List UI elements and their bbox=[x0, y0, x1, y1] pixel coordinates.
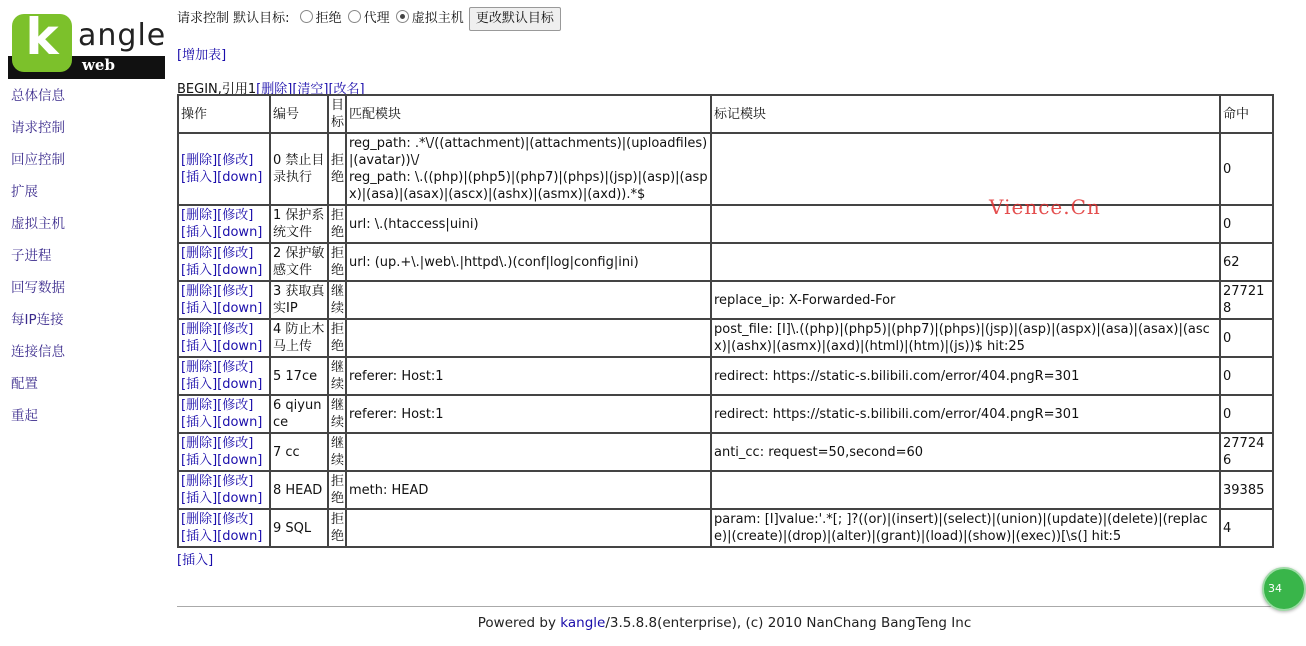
add-table-link[interactable]: [增加表] bbox=[177, 48, 227, 63]
nav-item bbox=[11, 86, 65, 118]
nav-link[interactable]: 子进程 bbox=[11, 248, 52, 264]
col-header-num: 编号 bbox=[270, 95, 328, 133]
row-target-cell: 继续 bbox=[328, 395, 346, 433]
row-target-cell: 拒绝 bbox=[328, 205, 346, 243]
insert-rule-link[interactable]: [插入] bbox=[177, 553, 214, 568]
edit-rule-link[interactable]: [修改] bbox=[217, 436, 254, 451]
row-ops-cell bbox=[178, 395, 270, 433]
col-header-ops: 操作 bbox=[178, 95, 270, 133]
nav-link[interactable]: 扩展 bbox=[11, 184, 38, 200]
delete-rule-link[interactable]: [删除] bbox=[181, 153, 218, 168]
edit-rule-link[interactable]: [修改] bbox=[217, 246, 254, 261]
row-ops-cell bbox=[178, 243, 270, 281]
delete-rule-link[interactable]: [删除] bbox=[181, 322, 218, 337]
nav-link[interactable]: 回写数据 bbox=[11, 280, 65, 296]
delete-rule-link[interactable]: [删除] bbox=[181, 512, 218, 527]
nav-item bbox=[11, 278, 65, 310]
row-number-cell: 3 获取真实IP bbox=[270, 281, 328, 319]
nav-item bbox=[11, 406, 65, 438]
insert-rule-link[interactable]: [插入] bbox=[181, 529, 218, 544]
kangle-logo[interactable] bbox=[8, 8, 167, 92]
delete-rule-link[interactable]: [删除] bbox=[181, 398, 218, 413]
col-header-target: 目标 bbox=[328, 95, 346, 133]
footer bbox=[177, 615, 1272, 631]
row-match-cell: referer: Host:1 bbox=[346, 357, 711, 395]
table-row bbox=[178, 395, 1273, 433]
move-down-link[interactable]: [down] bbox=[217, 453, 263, 468]
nav-item bbox=[11, 182, 65, 214]
nav-item bbox=[11, 310, 65, 342]
insert-rule-link[interactable]: [插入] bbox=[181, 339, 218, 354]
edit-rule-link[interactable]: [修改] bbox=[217, 474, 254, 489]
radio-button[interactable] bbox=[396, 10, 409, 23]
insert-rule-link[interactable]: [插入] bbox=[181, 491, 218, 506]
insert-rule-link[interactable]: [插入] bbox=[181, 377, 218, 392]
row-number-cell: 0 禁止目录执行 bbox=[270, 133, 328, 205]
delete-rule-link[interactable]: [删除] bbox=[181, 360, 218, 375]
floating-badge[interactable]: 34 bbox=[1262, 567, 1306, 611]
row-ops-cell bbox=[178, 357, 270, 395]
row-match-cell: meth: HEAD bbox=[346, 471, 711, 509]
table-row bbox=[178, 357, 1273, 395]
edit-rule-link[interactable]: [修改] bbox=[217, 208, 254, 223]
insert-rule-link[interactable]: [插入] bbox=[181, 170, 218, 185]
move-down-link[interactable]: [down] bbox=[217, 263, 263, 278]
row-target-cell: 拒绝 bbox=[328, 243, 346, 281]
nav-item bbox=[11, 374, 65, 406]
default-target-bar bbox=[177, 7, 561, 31]
row-target-cell: 继续 bbox=[328, 281, 346, 319]
insert-rule-link[interactable]: [插入] bbox=[181, 301, 218, 316]
delete-table-link[interactable]: [删除] bbox=[256, 82, 293, 97]
col-header-match: 匹配模块 bbox=[346, 95, 711, 133]
row-match-cell: referer: Host:1 bbox=[346, 395, 711, 433]
row-target-cell: 拒绝 bbox=[328, 319, 346, 357]
nav-link[interactable]: 虚拟主机 bbox=[11, 216, 65, 232]
row-hits-cell: 0 bbox=[1220, 205, 1273, 243]
nav-link[interactable]: 总体信息 bbox=[11, 88, 65, 104]
logo-k-letter: k bbox=[25, 8, 59, 66]
side-nav bbox=[11, 86, 65, 438]
footer-prefix: Powered by bbox=[477, 615, 561, 631]
row-hits-cell: 0 bbox=[1220, 395, 1273, 433]
radio-button[interactable] bbox=[300, 10, 313, 23]
edit-rule-link[interactable]: [修改] bbox=[217, 322, 254, 337]
rules-table bbox=[177, 94, 1274, 548]
edit-rule-link[interactable]: [修改] bbox=[217, 398, 254, 413]
footer-copyright: (enterprise), (c) 2010 NanChang BangTeng Inc bbox=[657, 615, 972, 631]
row-target-cell: 拒绝 bbox=[328, 471, 346, 509]
row-mark-cell: anti_cc: request=50,second=60 bbox=[711, 433, 1220, 471]
row-number-cell: 6 qiyunce bbox=[270, 395, 328, 433]
row-match-cell: reg_path: .*\/((attachment)|(attachments)|(uploadfiles)|(avatar))\/ reg_path: \.((php)|(php5)|(php7)|(phps)|(jsp)|(asp)|(aspx)|(asa)|(asax)|(ascx)|(ashx)|(asmx)|(axd)).*$ bbox=[346, 133, 711, 205]
table-row bbox=[178, 433, 1273, 471]
nav-link[interactable]: 配置 bbox=[11, 376, 38, 392]
row-match-cell bbox=[346, 433, 711, 471]
logo-subtitle: web server bbox=[82, 56, 135, 92]
radio-label[interactable]: 代理 bbox=[363, 11, 390, 26]
row-ops-cell bbox=[178, 509, 270, 547]
default-target-radios bbox=[294, 11, 464, 26]
row-mark-cell: redirect: https://static-s.bilibili.com/error/404.pngR=301 bbox=[711, 357, 1220, 395]
row-ops-cell bbox=[178, 433, 270, 471]
table-row bbox=[178, 133, 1273, 205]
row-match-cell bbox=[346, 281, 711, 319]
insert-rule-link[interactable]: [插入] bbox=[181, 263, 218, 278]
row-mark-cell bbox=[711, 243, 1220, 281]
row-match-cell: url: (up.+\.|web\.|httpd\.)(conf|log|config|ini) bbox=[346, 243, 711, 281]
insert-rule-link[interactable]: [插入] bbox=[181, 225, 218, 240]
row-mark-cell: post_file: [I]\.((php)|(php5)|(php7)|(phps)|(jsp)|(asp)|(aspx)|(asa)|(asax)|(ascx)|(ashx)|(asmx)|(axd)|(html)|(htm)|(js))$ hit:25 bbox=[711, 319, 1220, 357]
table-row bbox=[178, 205, 1273, 243]
row-mark-cell bbox=[711, 133, 1220, 205]
logo-k-box bbox=[12, 8, 72, 72]
default-target-label: 请求控制 默认目标: bbox=[177, 11, 290, 26]
nav-item bbox=[11, 214, 65, 246]
row-number-cell: 2 保护敏感文件 bbox=[270, 243, 328, 281]
nav-item bbox=[11, 342, 65, 374]
move-down-link[interactable]: [down] bbox=[217, 339, 263, 354]
table-header-row bbox=[178, 95, 1273, 133]
row-hits-cell: 277246 bbox=[1220, 433, 1273, 471]
row-number-cell: 9 SQL bbox=[270, 509, 328, 547]
nav-link[interactable]: 请求控制 bbox=[11, 120, 65, 136]
radio-label[interactable]: 拒绝 bbox=[315, 11, 342, 26]
nav-item bbox=[11, 150, 65, 182]
delete-rule-link[interactable]: [删除] bbox=[181, 284, 218, 299]
row-hits-cell: 4 bbox=[1220, 509, 1273, 547]
row-match-cell: url: \.(htaccess|uini) bbox=[346, 205, 711, 243]
table-row bbox=[178, 471, 1273, 509]
row-ops-cell bbox=[178, 281, 270, 319]
sidebar bbox=[0, 0, 170, 646]
table-row bbox=[178, 319, 1273, 357]
delete-rule-link[interactable]: [删除] bbox=[181, 436, 218, 451]
row-ops-cell bbox=[178, 133, 270, 205]
row-ops-cell bbox=[178, 205, 270, 243]
edit-rule-link[interactable]: [修改] bbox=[217, 153, 254, 168]
row-hits-cell: 0 bbox=[1220, 133, 1273, 205]
move-down-link[interactable]: [down] bbox=[217, 491, 263, 506]
nav-item bbox=[11, 246, 65, 278]
row-target-cell: 继续 bbox=[328, 357, 346, 395]
table-row bbox=[178, 281, 1273, 319]
insert-rule-link[interactable]: [插入] bbox=[181, 453, 218, 468]
footer-divider bbox=[177, 606, 1272, 607]
nav-item bbox=[11, 118, 65, 150]
change-default-target-button[interactable]: 更改默认目标 bbox=[469, 7, 561, 31]
nav-link[interactable]: 连接信息 bbox=[11, 344, 65, 360]
move-down-link[interactable]: [down] bbox=[217, 415, 263, 430]
row-target-cell: 继续 bbox=[328, 433, 346, 471]
row-number-cell: 5 17ce bbox=[270, 357, 328, 395]
row-match-cell bbox=[346, 319, 711, 357]
row-target-cell: 拒绝 bbox=[328, 509, 346, 547]
clear-table-link[interactable]: [清空] bbox=[292, 82, 329, 97]
move-down-link[interactable]: [down] bbox=[217, 170, 263, 185]
edit-rule-link[interactable]: [修改] bbox=[217, 360, 254, 375]
row-mark-cell: param: [I]value:'.*[; ]?((or)|(insert)|(select)|(union)|(update)|(delete)|(replace)|(create)|(drop)|(alter)|(grant)|(load)|(show)|(exec))[\s(] hit:5 bbox=[711, 509, 1220, 547]
row-mark-cell: replace_ip: X-Forwarded-For bbox=[711, 281, 1220, 319]
row-mark-cell bbox=[711, 471, 1220, 509]
move-down-link[interactable]: [down] bbox=[217, 301, 263, 316]
row-number-cell: 4 防止木马上传 bbox=[270, 319, 328, 357]
col-header-mark: 标记模块 bbox=[711, 95, 1220, 133]
table-row bbox=[178, 509, 1273, 547]
rename-table-link[interactable]: [改名] bbox=[328, 82, 365, 97]
move-down-link[interactable]: [down] bbox=[217, 377, 263, 392]
row-hits-cell: 62 bbox=[1220, 243, 1273, 281]
row-target-cell: 拒绝 bbox=[328, 133, 346, 205]
row-number-cell: 7 cc bbox=[270, 433, 328, 471]
row-hits-cell: 0 bbox=[1220, 357, 1273, 395]
delete-rule-link[interactable]: [删除] bbox=[181, 474, 218, 489]
nav-link[interactable]: 每IP连接 bbox=[11, 312, 64, 328]
radio-label[interactable]: 虚拟主机 bbox=[411, 11, 464, 26]
watermark-text: Vience.Cn bbox=[989, 195, 1101, 219]
edit-rule-link[interactable]: [修改] bbox=[217, 512, 254, 527]
row-ops-cell bbox=[178, 471, 270, 509]
delete-rule-link[interactable]: [删除] bbox=[181, 208, 218, 223]
insert-rule-link[interactable]: [插入] bbox=[181, 415, 218, 430]
move-down-link[interactable]: [down] bbox=[217, 225, 263, 240]
col-header-hits: 命中 bbox=[1220, 95, 1273, 133]
row-match-cell bbox=[346, 509, 711, 547]
footer-version: /3.5.8.8 bbox=[605, 615, 658, 631]
radio-button[interactable] bbox=[348, 10, 361, 23]
row-number-cell: 1 保护系统文件 bbox=[270, 205, 328, 243]
table-name: BEGIN,引用1 bbox=[177, 82, 257, 97]
kangle-link[interactable]: kangle bbox=[560, 615, 606, 631]
row-hits-cell: 0 bbox=[1220, 319, 1273, 357]
row-mark-cell: redirect: https://static-s.bilibili.com/error/404.pngR=301 bbox=[711, 395, 1220, 433]
table-row bbox=[178, 243, 1273, 281]
edit-rule-link[interactable]: [修改] bbox=[217, 284, 254, 299]
row-mark-cell bbox=[711, 205, 1220, 243]
row-hits-cell: 277218 bbox=[1220, 281, 1273, 319]
nav-link[interactable]: 回应控制 bbox=[11, 152, 65, 168]
row-number-cell: 8 HEAD bbox=[270, 471, 328, 509]
nav-link[interactable]: 重起 bbox=[11, 408, 38, 424]
delete-rule-link[interactable]: [删除] bbox=[181, 246, 218, 261]
row-hits-cell: 39385 bbox=[1220, 471, 1273, 509]
logo-angle-text: angle bbox=[78, 18, 167, 53]
move-down-link[interactable]: [down] bbox=[217, 529, 263, 544]
row-ops-cell bbox=[178, 319, 270, 357]
